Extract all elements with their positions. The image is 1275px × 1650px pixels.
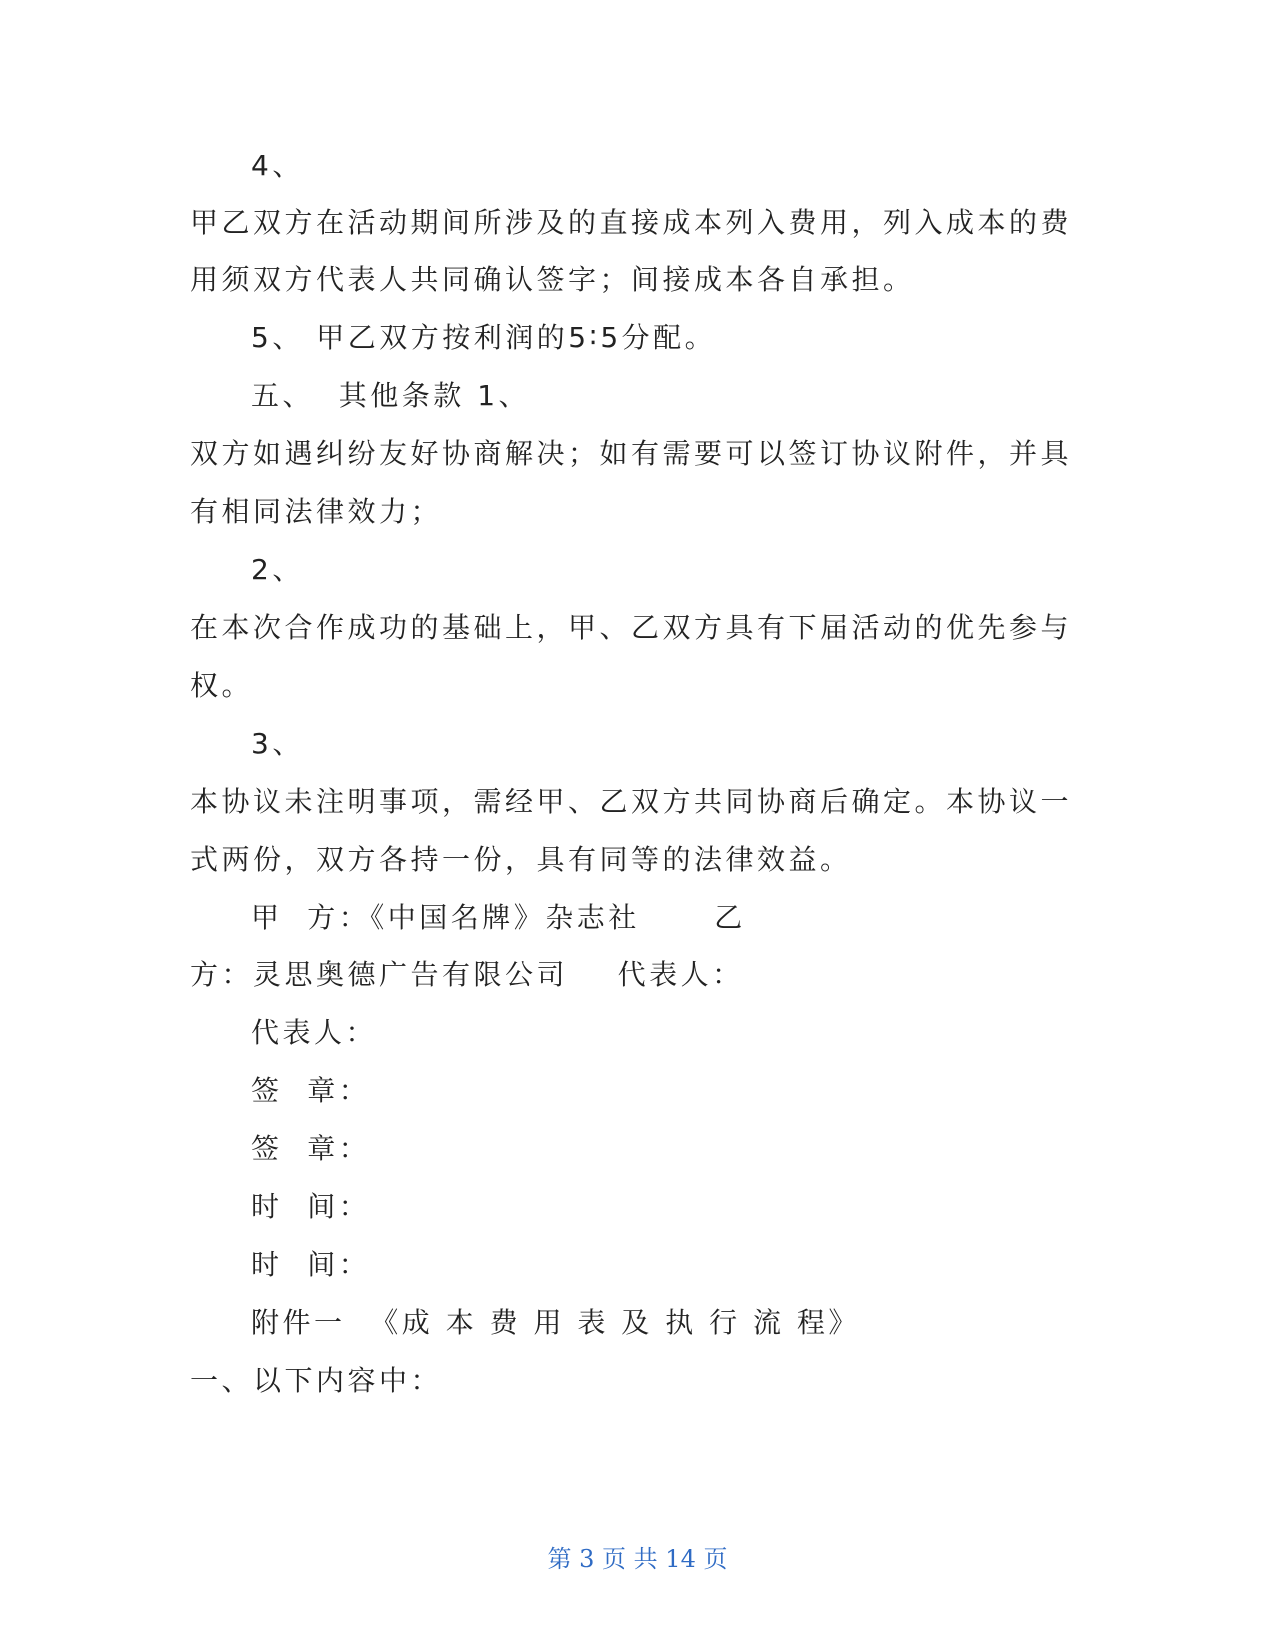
clause-4-text-line-1: 甲乙双方在活动期间所涉及的直接成本列入费用，列入成本的费 bbox=[190, 206, 1073, 239]
time-label-2: 时 间： bbox=[251, 1248, 371, 1281]
other-terms-1-line-1: 双方如遇纠纷友好协商解决；如有需要可以签订协议附件，并具 bbox=[190, 437, 1073, 470]
other-terms-3-line-2: 式两份，双方各持一份，具有同等的法律效益。 bbox=[190, 843, 852, 876]
attachment-title: 附件一 《成 本 费 用 表 及 执 行 流 程》 bbox=[251, 1306, 860, 1339]
other-terms-3-line-1: 本协议未注明事项，需经甲、乙双方共同协商后确定。本协议一 bbox=[190, 785, 1073, 818]
other-terms-2-number: 2、 bbox=[251, 553, 304, 586]
attachment-section-1-heading: 一、以下内容中： bbox=[190, 1364, 443, 1397]
time-label-1: 时 间： bbox=[251, 1190, 371, 1223]
clause-4-number: 4、 bbox=[251, 149, 304, 182]
seal-label-2: 签 章： bbox=[251, 1132, 371, 1165]
party-a-line: 甲 方：《中国名牌》杂志社 乙 bbox=[251, 901, 746, 934]
other-terms-1-line-2: 有相同法律效力； bbox=[190, 495, 443, 528]
clause-4-text-line-2: 用须双方代表人共同确认签字；间接成本各自承担。 bbox=[190, 263, 915, 296]
other-terms-3-number: 3、 bbox=[251, 727, 304, 760]
page-number-footer: 第 3 页 共 14 页 bbox=[547, 1545, 728, 1573]
representative-label: 代表人： bbox=[251, 1016, 378, 1049]
seal-label-1: 签 章： bbox=[251, 1074, 371, 1107]
party-b-line: 方：灵思奥德广告有限公司 代表人： bbox=[190, 958, 744, 991]
other-terms-2-line-1: 在本次合作成功的基础上，甲、乙双方具有下届活动的优先参与 bbox=[190, 611, 1073, 644]
other-terms-2-line-2: 权。 bbox=[190, 669, 254, 702]
section-5-heading: 五、 其他条款 1、 bbox=[251, 379, 531, 412]
clause-5-text: 5、 甲乙双方按利润的5∶5分配。 bbox=[251, 321, 717, 354]
